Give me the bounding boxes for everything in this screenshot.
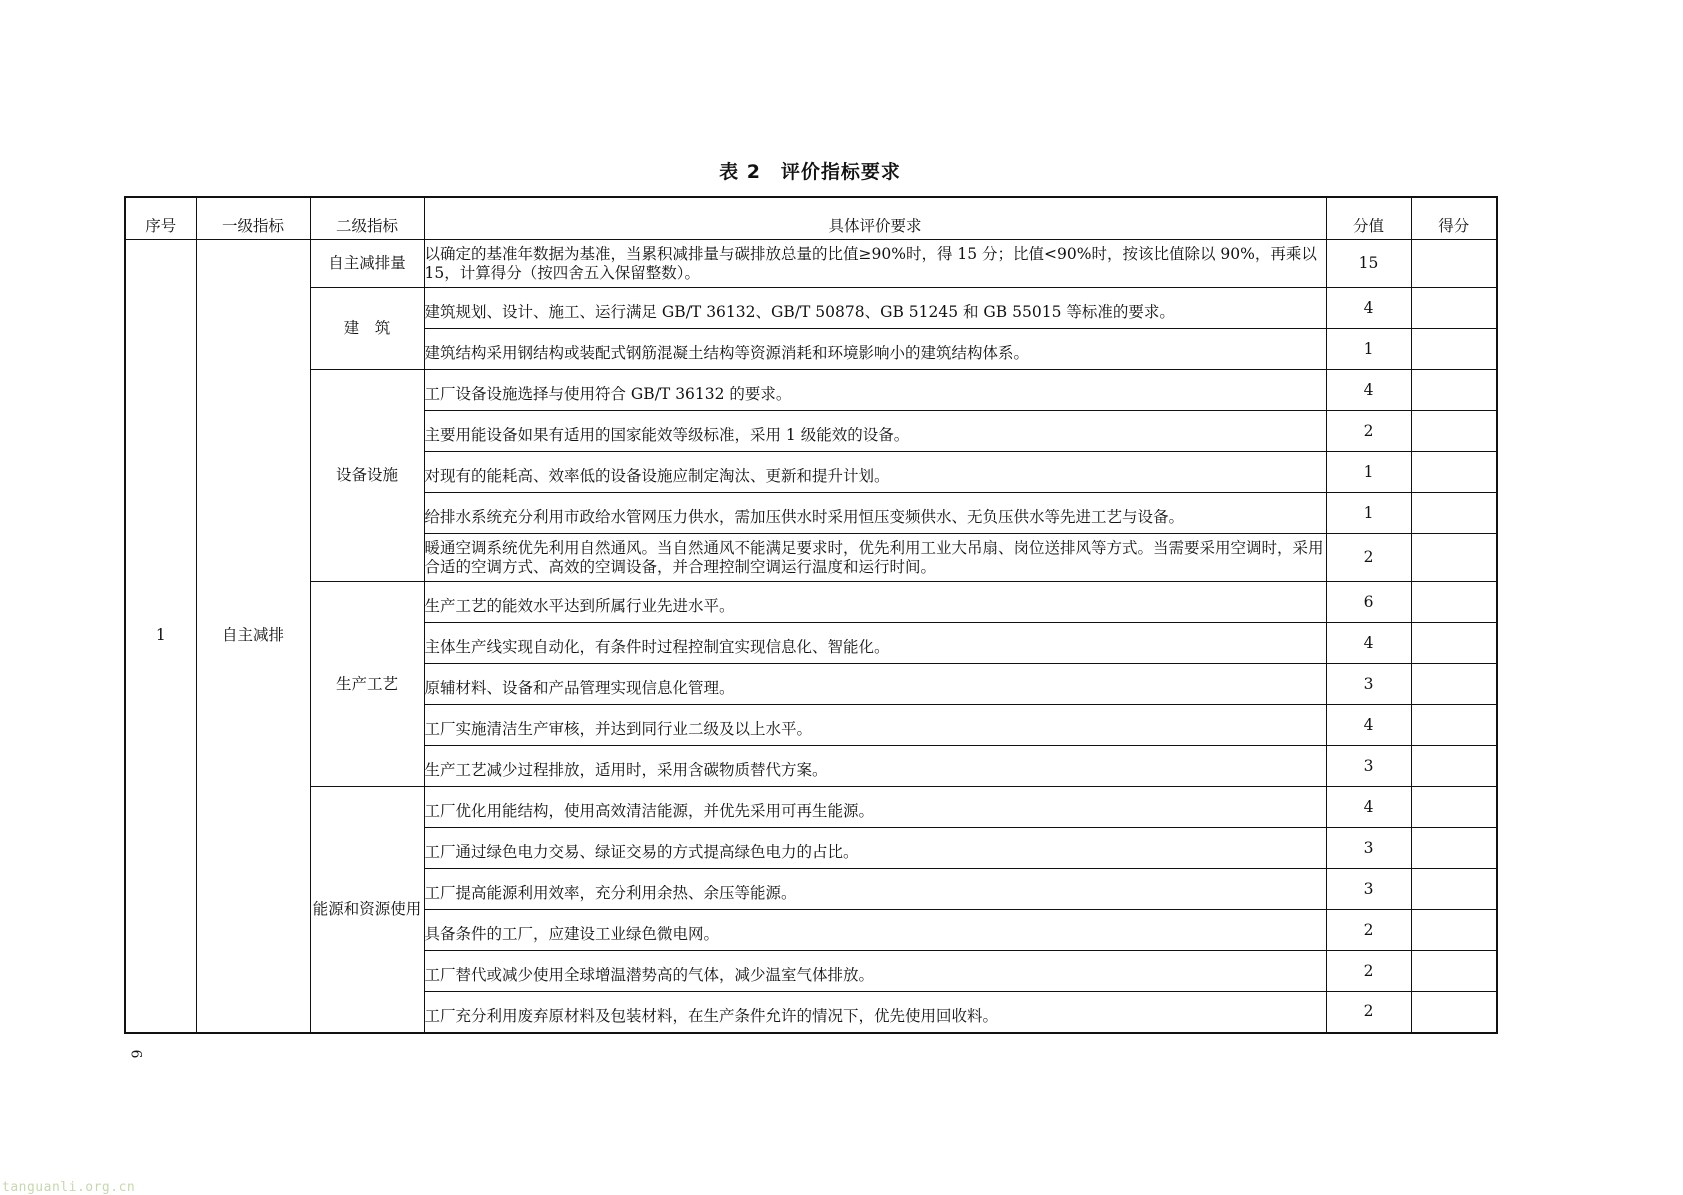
score-cell: 3 bbox=[1326, 828, 1411, 869]
header-requirement: 具体评价要求 bbox=[424, 197, 1326, 240]
result-cell bbox=[1411, 452, 1497, 493]
score-cell: 1 bbox=[1326, 452, 1411, 493]
requirement-cell: 对现有的能耗高、效率低的设备设施应制定淘汰、更新和提升计划。 bbox=[424, 452, 1326, 493]
score-cell: 3 bbox=[1326, 746, 1411, 787]
score-cell: 3 bbox=[1326, 664, 1411, 705]
requirement-cell: 工厂优化用能结构，使用高效清洁能源，并优先采用可再生能源。 bbox=[424, 787, 1326, 828]
requirement-cell: 以确定的基准年数据为基准，当累积减排量与碳排放总量的比值≥90%时，得 15 分；比值<90%时，按该比值除以 90%，再乘以 15，计算得分（按四舍五入保留整数）。 bbox=[424, 240, 1326, 288]
table-row bbox=[125, 288, 1497, 329]
result-cell bbox=[1411, 534, 1497, 582]
score-cell: 2 bbox=[1326, 992, 1411, 1033]
requirement-cell: 建筑结构采用钢结构或装配式钢筋混凝土结构等资源消耗和环境影响小的建筑结构体系。 bbox=[424, 329, 1326, 370]
result-cell bbox=[1411, 705, 1497, 746]
result-cell bbox=[1411, 828, 1497, 869]
result-cell bbox=[1411, 493, 1497, 534]
result-cell bbox=[1411, 411, 1497, 452]
score-cell: 1 bbox=[1326, 329, 1411, 370]
result-cell bbox=[1411, 869, 1497, 910]
requirement-cell: 生产工艺的能效水平达到所属行业先进水平。 bbox=[424, 582, 1326, 623]
score-cell: 15 bbox=[1326, 240, 1411, 288]
header-result: 得分 bbox=[1411, 197, 1497, 240]
table-row bbox=[125, 787, 1497, 828]
requirement-cell: 工厂实施清洁生产审核，并达到同行业二级及以上水平。 bbox=[424, 705, 1326, 746]
result-cell bbox=[1411, 910, 1497, 951]
score-cell: 3 bbox=[1326, 869, 1411, 910]
table-row bbox=[125, 582, 1497, 623]
requirement-cell: 工厂充分利用废弃原材料及包装材料，在生产条件允许的情况下，优先使用回收料。 bbox=[424, 992, 1326, 1033]
result-cell bbox=[1411, 370, 1497, 411]
header-level1: 一级指标 bbox=[196, 197, 310, 240]
result-cell bbox=[1411, 288, 1497, 329]
requirement-cell: 暖通空调系统优先利用自然通风。当自然通风不能满足要求时，优先利用工业大吊扇、岗位送排风等方式。当需要采用空调时，采用合适的空调方式、高效的空调设备，并合理控制空调运行温度和运行时间。 bbox=[424, 534, 1326, 582]
requirement-cell: 工厂通过绿色电力交易、绿证交易的方式提高绿色电力的占比。 bbox=[424, 828, 1326, 869]
table-row bbox=[125, 240, 1497, 288]
result-cell bbox=[1411, 787, 1497, 828]
result-cell bbox=[1411, 582, 1497, 623]
level2-cell: 生产工艺 bbox=[310, 582, 424, 787]
score-cell: 4 bbox=[1326, 288, 1411, 329]
score-cell: 1 bbox=[1326, 493, 1411, 534]
score-cell: 4 bbox=[1326, 787, 1411, 828]
level2-cell: 设备设施 bbox=[310, 370, 424, 582]
requirement-cell: 具备条件的工厂，应建设工业绿色微电网。 bbox=[424, 910, 1326, 951]
watermark-text: tanguanli.org.cn bbox=[2, 1180, 136, 1195]
requirement-cell: 工厂替代或减少使用全球增温潜势高的气体，减少温室气体排放。 bbox=[424, 951, 1326, 992]
requirement-cell: 生产工艺减少过程排放，适用时，采用含碳物质替代方案。 bbox=[424, 746, 1326, 787]
requirement-cell: 建筑规划、设计、施工、运行满足 GB/T 36132、GB/T 50878、GB 51245 和 GB 55015 等标准的要求。 bbox=[424, 288, 1326, 329]
serial-cell: 1 bbox=[125, 240, 196, 1033]
requirement-cell: 工厂设备设施选择与使用符合 GB/T 36132 的要求。 bbox=[424, 370, 1326, 411]
score-cell: 6 bbox=[1326, 582, 1411, 623]
result-cell bbox=[1411, 329, 1497, 370]
level2-cell: 建 筑 bbox=[310, 288, 424, 370]
requirement-cell: 工厂提高能源利用效率，充分利用余热、余压等能源。 bbox=[424, 869, 1326, 910]
result-cell bbox=[1411, 992, 1497, 1033]
level2-cell: 自主减排量 bbox=[310, 240, 424, 288]
requirement-cell: 主要用能设备如果有适用的国家能效等级标准，采用 1 级能效的设备。 bbox=[424, 411, 1326, 452]
table-title: 表 2 评价指标要求 bbox=[719, 161, 901, 183]
table-row bbox=[125, 370, 1497, 411]
score-cell: 2 bbox=[1326, 411, 1411, 452]
header-serial: 序号 bbox=[125, 197, 196, 240]
evaluation-table bbox=[124, 196, 1498, 1034]
result-cell bbox=[1411, 951, 1497, 992]
score-cell: 2 bbox=[1326, 951, 1411, 992]
score-cell: 4 bbox=[1326, 370, 1411, 411]
requirement-cell: 原辅材料、设备和产品管理实现信息化管理。 bbox=[424, 664, 1326, 705]
score-cell: 4 bbox=[1326, 623, 1411, 664]
header-level2: 二级指标 bbox=[310, 197, 424, 240]
header-row bbox=[125, 197, 1497, 240]
result-cell bbox=[1411, 664, 1497, 705]
requirement-cell: 主体生产线实现自动化，有条件时过程控制宜实现信息化、智能化。 bbox=[424, 623, 1326, 664]
page-number: 6 bbox=[127, 1049, 144, 1059]
score-cell: 2 bbox=[1326, 534, 1411, 582]
level1-cell: 自主减排 bbox=[196, 240, 310, 1033]
result-cell bbox=[1411, 623, 1497, 664]
score-cell: 4 bbox=[1326, 705, 1411, 746]
result-cell bbox=[1411, 746, 1497, 787]
score-cell: 2 bbox=[1326, 910, 1411, 951]
header-score: 分值 bbox=[1326, 197, 1411, 240]
level2-cell: 能源和资源使用 bbox=[310, 787, 424, 1033]
result-cell bbox=[1411, 240, 1497, 288]
requirement-cell: 给排水系统充分利用市政给水管网压力供水，需加压供水时采用恒压变频供水、无负压供水等先进工艺与设备。 bbox=[424, 493, 1326, 534]
